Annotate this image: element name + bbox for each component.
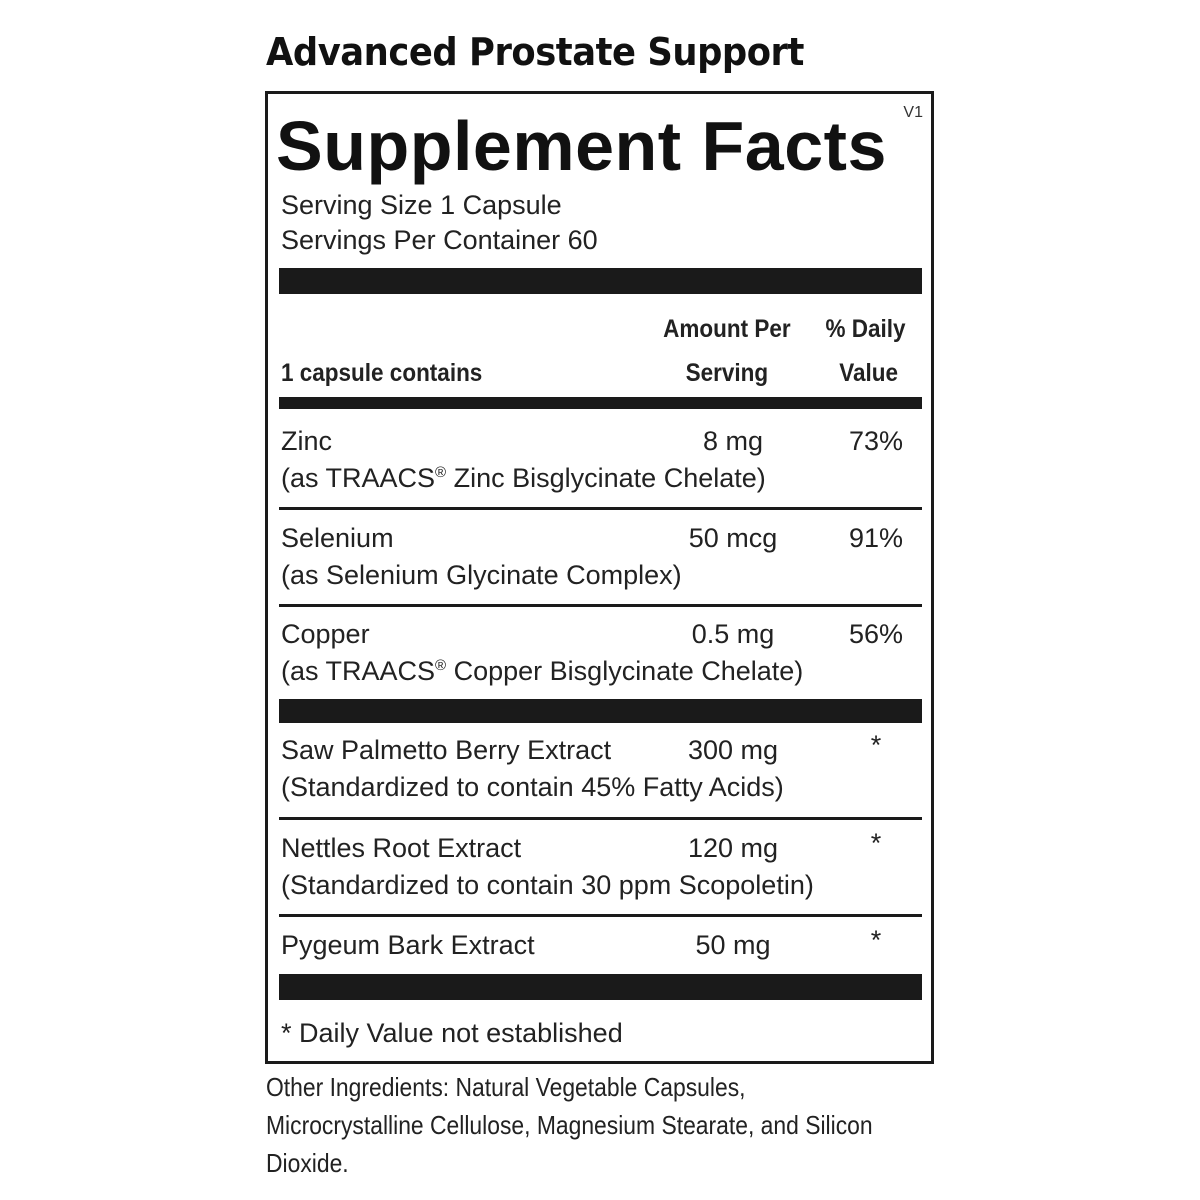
- header-amount-line2: Serving: [685, 359, 769, 387]
- servings-per-container: Servings Per Container 60: [281, 225, 598, 255]
- thick-divider: [279, 974, 922, 1000]
- nutrient-name: Zinc: [281, 426, 333, 456]
- nutrient-daily-value: 91%: [848, 523, 904, 553]
- product-name: Advanced Prostate Support: [266, 30, 804, 74]
- version-label: V1: [903, 104, 923, 121]
- other-ingredients: Other Ingredients: Natural Vegetable Capsules, Microcrystalline Cellulose, Magnesium Stearate, and Silicon Dioxide.: [266, 1072, 873, 1178]
- nutrient-daily-value: 73%: [848, 426, 904, 456]
- row-divider: [279, 817, 922, 820]
- header-dv-line2: Value: [839, 359, 899, 387]
- botanical-description: (Standardized to contain 30 ppm Scopoletin): [281, 870, 814, 900]
- thick-divider: [279, 268, 922, 294]
- row-divider: [279, 914, 922, 917]
- nutrient-amount: 8 mg: [702, 426, 764, 456]
- nutrient-amount: 50 mcg: [688, 523, 778, 553]
- supplement-facts-panel: [265, 91, 934, 1064]
- botanical-amount: 300 mg: [687, 735, 779, 765]
- header-amount-line1: Amount Per: [663, 315, 791, 343]
- nutrient-name: Selenium: [281, 523, 394, 553]
- nutrient-daily-value: 56%: [848, 619, 904, 649]
- botanical-description: (Standardized to contain 45% Fatty Acids): [281, 772, 784, 802]
- nutrient-description: (as TRAACS® Zinc Bisglycinate Chelate): [281, 463, 766, 493]
- header-divider: [279, 397, 922, 409]
- daily-value-footnote: * Daily Value not established: [281, 1018, 623, 1048]
- nutrient-name: Copper: [281, 619, 370, 649]
- botanical-amount: 50 mg: [695, 930, 771, 960]
- botanical-name: Saw Palmetto Berry Extract: [281, 735, 612, 765]
- thick-divider: [279, 699, 922, 723]
- nutrient-description: (as TRAACS® Copper Bisglycinate Chelate): [281, 656, 804, 686]
- row-divider: [279, 604, 922, 607]
- registered-mark: ®: [435, 464, 447, 481]
- botanical-daily-value: *: [870, 730, 882, 760]
- header-contains: 1 capsule contains: [281, 359, 483, 387]
- botanical-name: Pygeum Bark Extract: [281, 930, 535, 960]
- row-divider: [279, 507, 922, 510]
- serving-size: Serving Size 1 Capsule: [281, 190, 562, 220]
- nutrient-amount: 0.5 mg: [691, 619, 775, 649]
- panel-title: Supplement Facts: [276, 107, 887, 185]
- botanical-daily-value: *: [870, 828, 882, 858]
- botanical-name: Nettles Root Extract: [281, 833, 522, 863]
- registered-mark: ®: [435, 657, 447, 674]
- botanical-daily-value: *: [870, 925, 882, 955]
- nutrient-description: (as Selenium Glycinate Complex): [281, 560, 682, 590]
- header-dv-line1: % Daily: [825, 315, 906, 343]
- botanical-amount: 120 mg: [687, 833, 779, 863]
